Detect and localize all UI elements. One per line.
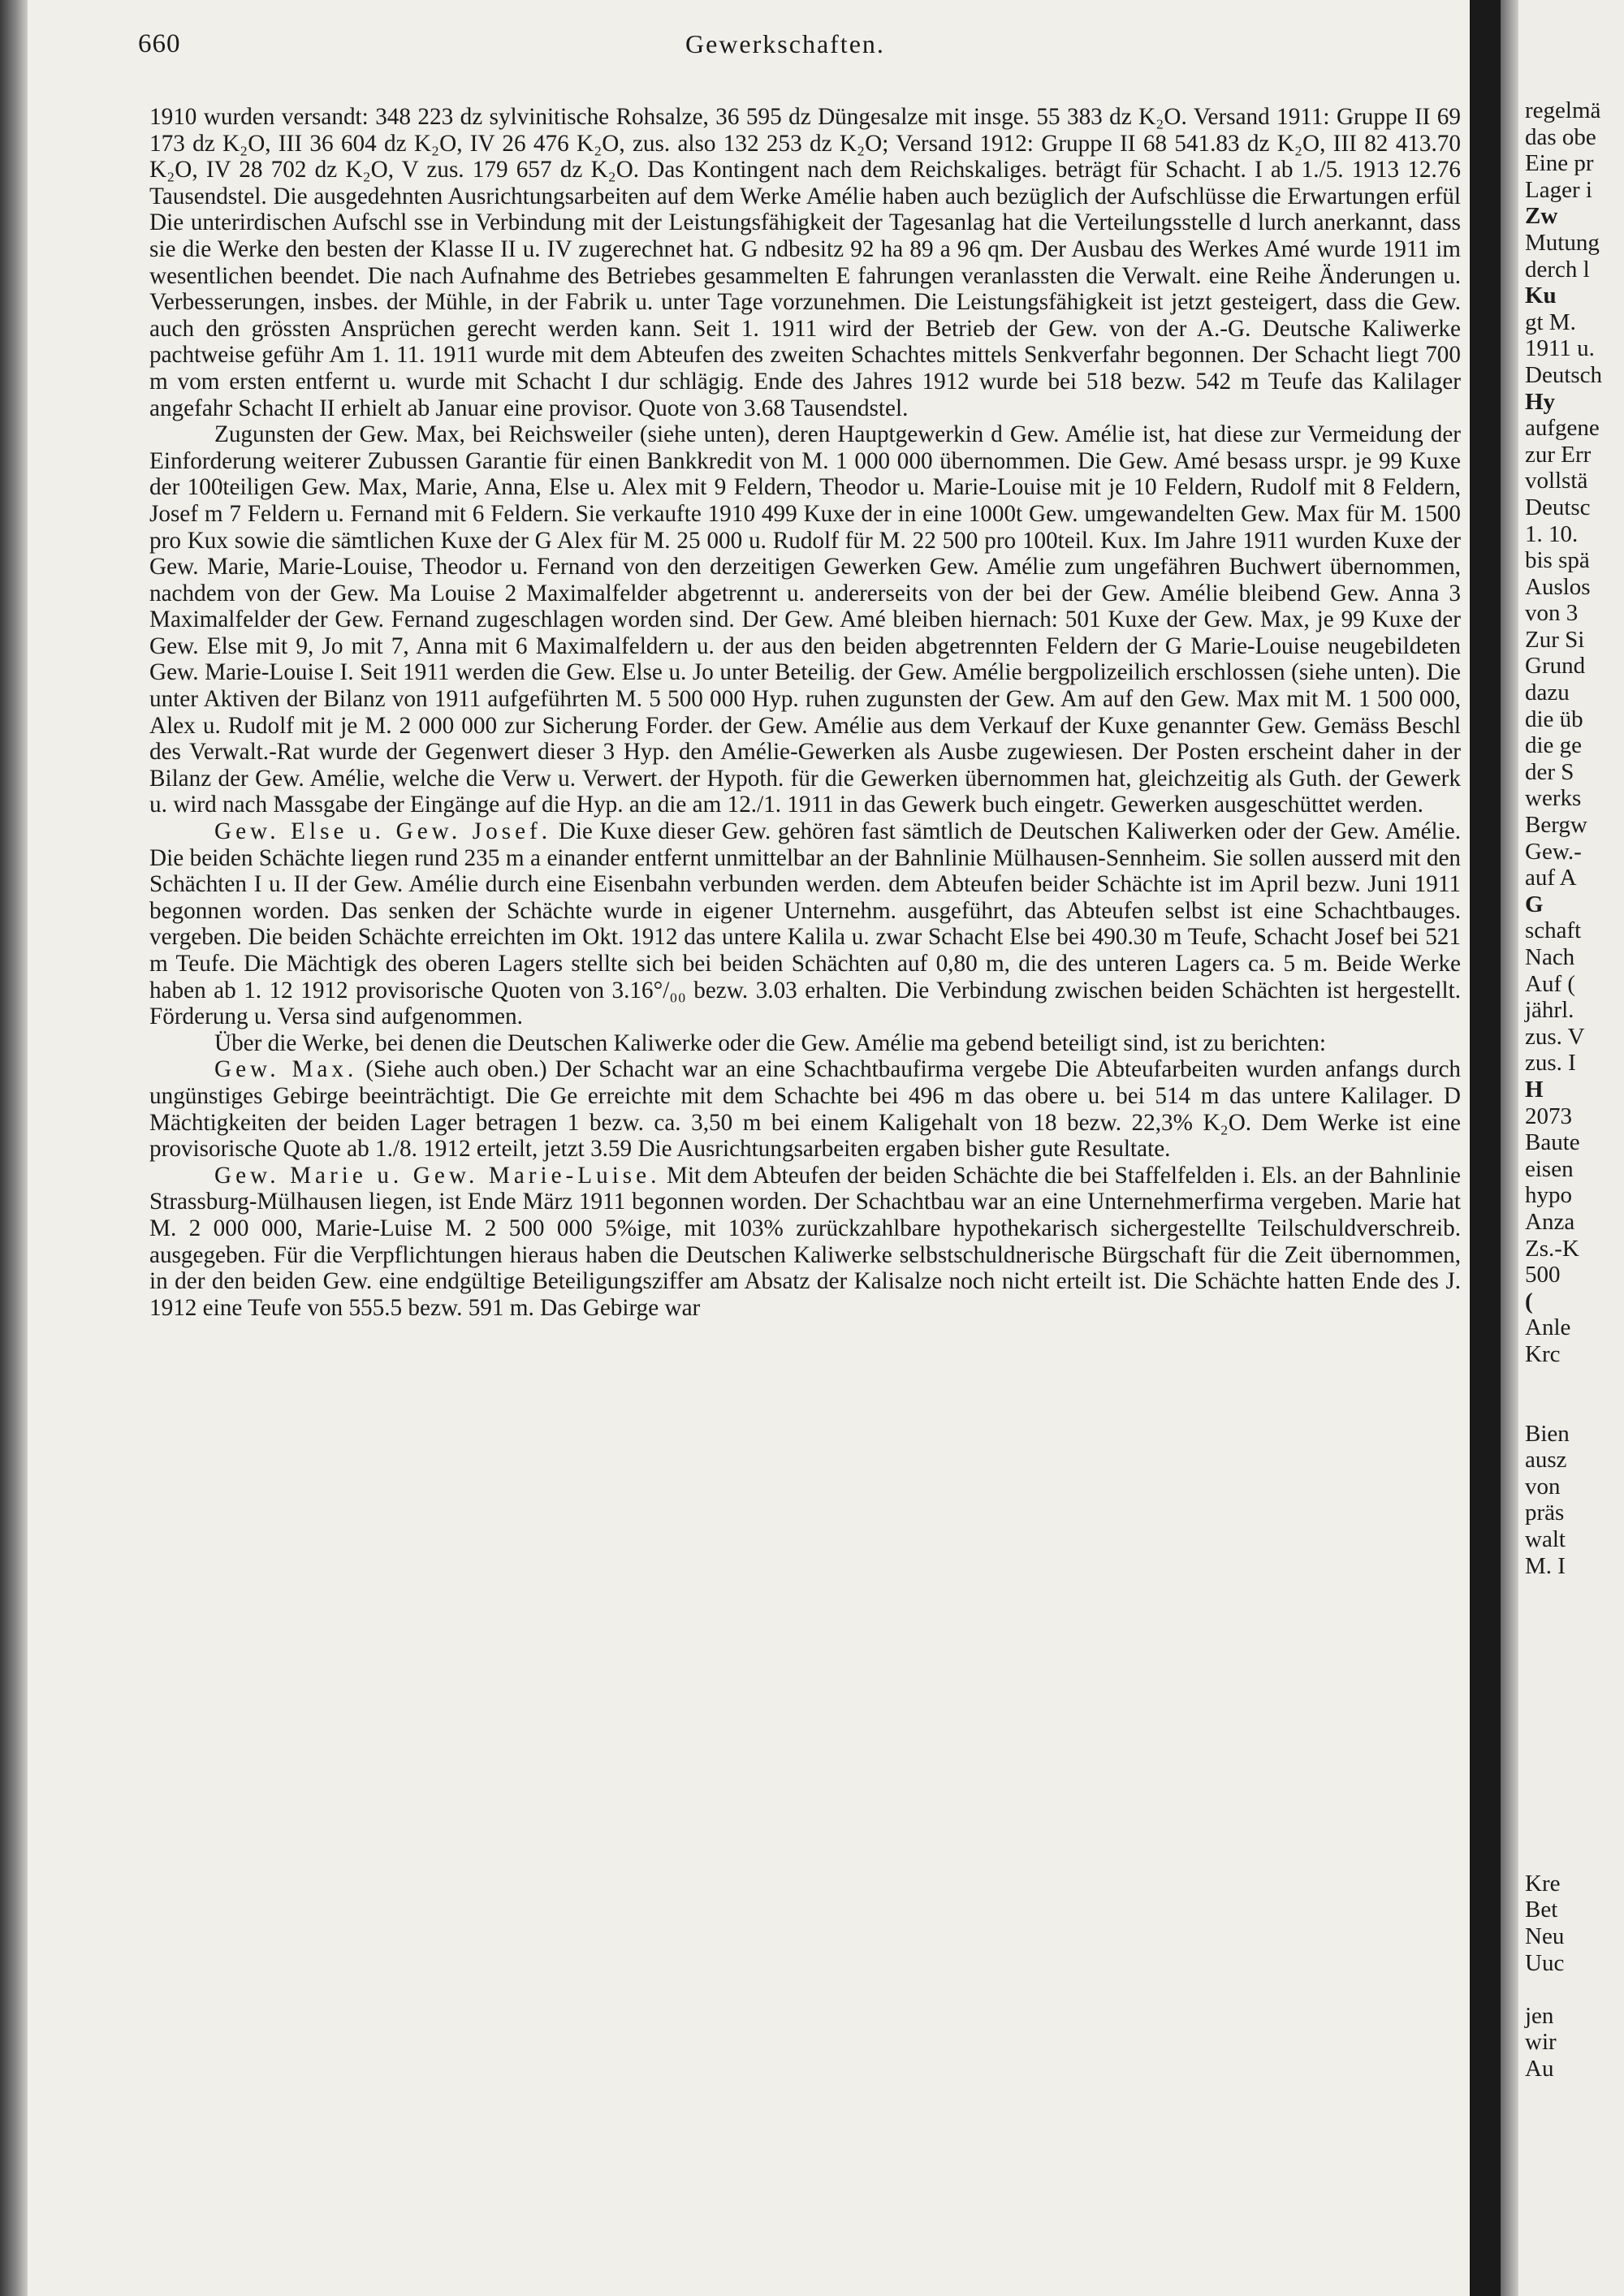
next-page-line: Krc (1525, 1340, 1561, 1367)
next-page-line: 500 (1525, 1262, 1561, 1288)
running-head: Gewerkschaften. (685, 29, 885, 58)
book-gutter (1501, 0, 1518, 2296)
next-page-line: 1. 10. (1525, 520, 1579, 547)
next-page-line: zur Err (1525, 441, 1592, 468)
next-page-line (1525, 1606, 1624, 1633)
next-page-line (1525, 1791, 1624, 1818)
next-page-line: Neu (1525, 1923, 1565, 1949)
next-page-line: von 3 (1525, 600, 1579, 627)
next-page-line: Eine pr (1525, 150, 1594, 177)
next-page-line: Auf ( (1525, 970, 1576, 997)
paragraph-max (149, 1056, 1461, 1162)
next-page-line: 1911 u. (1525, 335, 1595, 362)
next-page-line: Au (1525, 2055, 1554, 2082)
next-page-line: Ku (1525, 283, 1557, 309)
next-page-line: bis spä (1525, 547, 1590, 574)
next-page-line: zus. I (1525, 1050, 1576, 1077)
next-page-line: präs (1525, 1500, 1565, 1526)
paragraph-marie (149, 1163, 1461, 1322)
next-page-line (1525, 1738, 1624, 1765)
next-page-line: ausz (1525, 1447, 1567, 1474)
next-page-line: eisen (1525, 1155, 1574, 1182)
next-page-line: Bergw (1525, 812, 1587, 839)
next-page-line: Hy (1525, 388, 1556, 415)
next-page-line (1525, 1711, 1624, 1738)
next-page-line: Lager i (1525, 176, 1592, 203)
paragraph-else-josef-text: Die Kuxe dieser Gew. gehören fast sämtlich de Deutschen Kaliwerken oder der Gew. Amélie. Die beiden Schächte liegen rund 235 m a einander entfernt unmittelbar an der Bahnlinie Mülhausen-Sennheim. Sie sollen ausserd mit den Schächten I u. II der Gew. Amélie durch eine Eisenbahn verbunden werden. dem Abteufen beider Schächte ist im April bezw. Juni 1911 begonnen worden. Das senken der Schächte wurde in eigener Unternehm. ausgeführt, das Abteufen selbst ist eine Schachtbauges. vergeben. Die beiden Schächte erreichten im Okt. 1912 das untere Kalila u. zwar Schacht Else bei 490.30 m Teufe, Schacht Josef bei 521 m Teufe. Die Mächtigk des oberen Lagers stellte sich bei beiden Schächten auf 0,80 m, die des unteren Lagers ca. 5 m. Beide Werke haben ab 1. 12 1912 provisorische Quoten von 3.16°/₀₀ bezw. 3.03 erhalten. Die Verbindung zwischen beiden Schächten ist hergestellt. Förderung u. Versa sind aufgenommen. (149, 818, 1461, 1030)
next-page-line: M. I (1525, 1552, 1566, 1579)
page (28, 0, 1470, 2296)
next-page-line: jen (1525, 2002, 1554, 2029)
page-header (28, 24, 1470, 67)
next-page-line (1525, 1976, 1624, 2003)
next-page-line: aufgene (1525, 415, 1600, 442)
next-page-line: ( (1525, 1288, 1533, 1314)
next-page-line: Nach (1525, 944, 1575, 970)
book-spine (1470, 0, 1501, 2296)
book-left-edge (0, 0, 28, 2296)
next-page-edge (1518, 0, 1624, 2296)
next-page-line: werks (1525, 785, 1582, 812)
paragraph-amelie-shipments: 1910 wurden versandt: 348 223 dz sylvinitische Rohsalze, 36 595 dz Düngesalze mit insge. 55 383 dz K₂O. Versand 1911: Gruppe II 69 173 dz K₂O, III 36 604 dz K₂O, IV 26 476 K₂O, zus. also 132 253 dz K₂O; Versand 1912: Gruppe II 68 541.83 dz K₂O, III 82 413.70 K₂O, IV 28 702 dz K₂O, V zus. 179 657 dz K₂O. Das Kontingent nach dem Reichskaliges. beträgt für Schacht. I ab 1./5. 1913 12.76 Tausendstel. Die ausgedehnten Ausrichtungsarbeiten auf dem Werke Amélie haben auch bezüglich der Aufschlüsse die Erwartungen erfül Die unterirdischen Aufschl sse in Verbindung mit der Leistungsfähigkeit der Tagesanlag hat die Verteilungsstelle d lurch anerkannt, dass sie die Werke den besten der Klasse II u. IV zugerechnet hat. G ndbesitz 92 ha 89 a 96 qm. Der Ausbau des Werkes Amé wurde 1911 im wesentlichen beendet. Die nach Aufnahme des Betriebes gesammelten E fahrungen veranlassten die Verwalt. eine Reihe Änderungen u. Verbesserungen, insbes. der Mühle, in der Fabrik u. unter Tage vorzunehmen. Die Leistungsfähigkeit ist jetzt gesteigert, dass die Gew. auch den grössten Ansprüchen gerecht werden kann. Seit 1. 1911 wird der Betrieb der Gew. von der A.-G. Deutsche Kaliwerke pachtweise geführ Am 1. 11. 1911 wurde mit dem Abteufen des zweiten Schachtes mittels Senkverfahr begonnen. Der Schacht liegt 700 m vom ersten entfernt u. wurde mit Schacht I dur schlägig. Ende des Jahres 1912 wurde bei 518 bezw. 542 m Teufe das Kalilager angefahr Schacht II erhielt ab Januar eine provisor. Quote von 3.68 Tausendstel. (149, 104, 1461, 421)
next-page-line: G (1525, 891, 1544, 917)
next-page-line: vollstä (1525, 468, 1588, 494)
next-page-line (1525, 1394, 1624, 1421)
next-page-line: regelmä (1525, 97, 1601, 123)
next-page-line: die üb (1525, 706, 1583, 732)
next-page-line (1525, 1659, 1624, 1685)
next-page-line: die ge (1525, 732, 1583, 759)
next-page-line: gt M. (1525, 309, 1576, 335)
next-page-line: Baute (1525, 1129, 1580, 1156)
next-page-line: das obe (1525, 123, 1596, 150)
next-page-line: Gew.- (1525, 838, 1582, 865)
next-page-line: Kre (1525, 1870, 1561, 1897)
next-page-line: Bet (1525, 1897, 1558, 1923)
section-head-max: Gew. Max. (214, 1056, 358, 1083)
page-number: 660 (138, 29, 181, 58)
next-page-line: schaft (1525, 917, 1582, 944)
next-page-line (1525, 1632, 1624, 1659)
next-page-line: Deutsch (1525, 361, 1603, 388)
next-page-line: Anza (1525, 1208, 1575, 1235)
next-page-line: von (1525, 1473, 1561, 1500)
next-page-line: walt (1525, 1526, 1566, 1553)
next-page-line (1525, 1818, 1624, 1845)
paragraph-gew-max-guarantee: Zugunsten der Gew. Max, bei Reichsweiler (siehe unten), deren Hauptgewerkin d Gew. Amélie ist, hat diese zur Vermeidung der Einforderung weiterer Zubussen Garantie für einen Bankkredit von M. 1 000 000 übernommen. Die Gew. Amé besass urspr. je 99 Kuxe der 100teiligen Gew. Max, Marie, Anna, Else u. Alex mit 9 Feldern, Theodor u. Marie-Louise mit je 10 Feldern, Rudolf mit 8 Feldern, Josef m 7 Feldern u. Fernand mit 6 Feldern. Sie verkaufte 1910 499 Kuxe der in eine 1000t Gew. umgewandelten Gew. Max für M. 1500 pro Kux sowie die sämtlichen Kuxe der G Alex für M. 25 000 u. Rudolf für M. 22 500 pro 100teil. Kux. Im Jahre 1911 wurden Kuxe der Gew. Marie, Marie-Louise, Theodor u. Fernand von den derzeitigen Gewerken Gew. Amélie zum ungefähren Buchwert übernommen, nachdem von der Gew. Ma Louise 2 Maximalfelder abgetrennt u. andererseits von der bei der Gew. Amélie bleibend Gew. Anna 3 Maximalfelder der Gew. Fernand zugeschlagen worden sind. Der Gew. Amé bleiben hiernach: 501 Kuxe der Gew. Max, je 99 Kuxe der Gew. Else mit 9, Jo mit 7, Anna mit 6 Maximalfeldern u. der aus den beiden abgetrennten Feldern der G Marie-Louise neugebildeten Gew. Marie-Louise I. Seit 1911 werden die Gew. Else u. Jo unter Beteilig. der Gew. Amélie bergpolizeilich erschlossen (siehe unten). Die unter Aktiven der Bilanz von 1911 aufgeführten M. 5 500 000 Hyp. ruhen zugunsten der Gew. Am auf den Gew. Max mit M. 1 500 000, Alex u. Rudolf mit je M. 2 000 000 zur Sicherung Forder. der Gew. Amélie aus dem Verkauf der Kuxe genannter Gew. Gemäss Beschl des Verwalt.-Rat wurde der Gegenwert dieser 3 Hyp. den Amélie-Gewerken als Ausbe zugewiesen. Der Posten erscheint daher in der Bilanz der Gew. Amélie, welche die Verw u. Verwert. der Hypoth. für die Gewerken übernommen hat, gleichzeitig als Guth. der Gewerk u. wird nach Massgabe der Eingänge auf die Hyp. an die am 12./1. 1911 in das Gewerk buch eingetr. Gewerken ausgeschüttet werden. (149, 421, 1461, 818)
next-page-line (1525, 1368, 1624, 1395)
next-page-line (1525, 1579, 1624, 1606)
next-page-line: Deutsc (1525, 494, 1591, 520)
next-page-line: H (1525, 1076, 1544, 1103)
next-page-line (1525, 1764, 1624, 1791)
section-head-else-josef: Gew. Else u. Gew. Josef. (214, 818, 552, 845)
next-page-line: auf A (1525, 865, 1577, 891)
next-page-line: Zs.-K (1525, 1235, 1579, 1262)
next-page-line (1525, 1844, 1624, 1871)
next-page-line: Grund (1525, 653, 1586, 680)
next-page-line: Anle (1525, 1314, 1571, 1341)
next-page-line: dazu (1525, 680, 1570, 706)
next-page-line: derch l (1525, 256, 1590, 283)
next-page-line: Zur Si (1525, 626, 1585, 653)
next-page-line: Mutung (1525, 229, 1600, 256)
next-page-line: jährl. (1525, 997, 1574, 1024)
section-head-marie: Gew. Marie u. Gew. Marie-Luise. (214, 1162, 661, 1189)
paragraph-marie-text: Mit dem Abteufen der beiden Schächte die bei Staffelfelden i. Els. an der Bahnlinie Strassburg-Mülhausen liegen, ist Ende März 1911 begonnen worden. Der Schachtbau war an eine Unternehmerfirma vergeben. Marie hat M. 2 000 000, Marie-Luise M. 2 500 000 5%ige, mit 103% zurückzahlbare hypothekarisch sichergestellte Teilschuldverschreib. ausgegeben. Für die Verpflichtungen hieraus haben die Deutschen Kaliwerke selbstschuldnerische Bürgschaft für die Zeit übernommen, in der den beiden Gew. eine endgültige Beteiligungsziffer am Absatz der Kalisalze noch nicht erteilt ist. Die Schächte hatten Ende des J. 1912 eine Teufe von 555.5 bezw. 591 m. Das Gebirge war (149, 1162, 1461, 1321)
next-page-fragments (1525, 97, 1624, 2082)
next-page-line: der S (1525, 758, 1574, 785)
next-page-line (1525, 1685, 1624, 1712)
next-page-line: Auslos (1525, 573, 1591, 600)
next-page-line: 2073 (1525, 1103, 1572, 1129)
next-page-line: Uuc (1525, 1949, 1565, 1976)
next-page-line: hypo (1525, 1182, 1572, 1209)
next-page-line: Zw (1525, 203, 1558, 230)
paragraph-overview: Über die Werke, bei denen die Deutschen Kaliwerke oder die Gew. Amélie ma gebend beteiligt sind, ist zu berichten: (214, 1029, 1326, 1056)
next-page-line: Bien (1525, 1420, 1570, 1447)
paragraph-else-josef (149, 818, 1461, 1030)
body-text (149, 104, 1461, 1321)
paragraph-max-text: (Siehe auch oben.) Der Schacht war an eine Schachtbaufirma vergebe Die Abteufarbeiten wurden anfangs durch ungünstiges Gebirge beeinträchtigt. Die Ge erreichte mit dem Schachte bei 496 m das obere u. bei 514 m das untere Kalilager. D Mächtigkeiten der beiden Lager betragen 1 bezw. ca. 3,50 m bei einem Kaligehalt von 18 bezw. 22,3% K₂O. Dem Werke ist eine provisorische Quote ab 1./8. 1912 erteilt, jetzt 3.59 Die Ausrichtungsarbeiten ergaben bisher gute Resultate. (149, 1056, 1462, 1163)
next-page-line: zus. V (1525, 1023, 1585, 1050)
next-page-line: wir (1525, 2029, 1557, 2056)
